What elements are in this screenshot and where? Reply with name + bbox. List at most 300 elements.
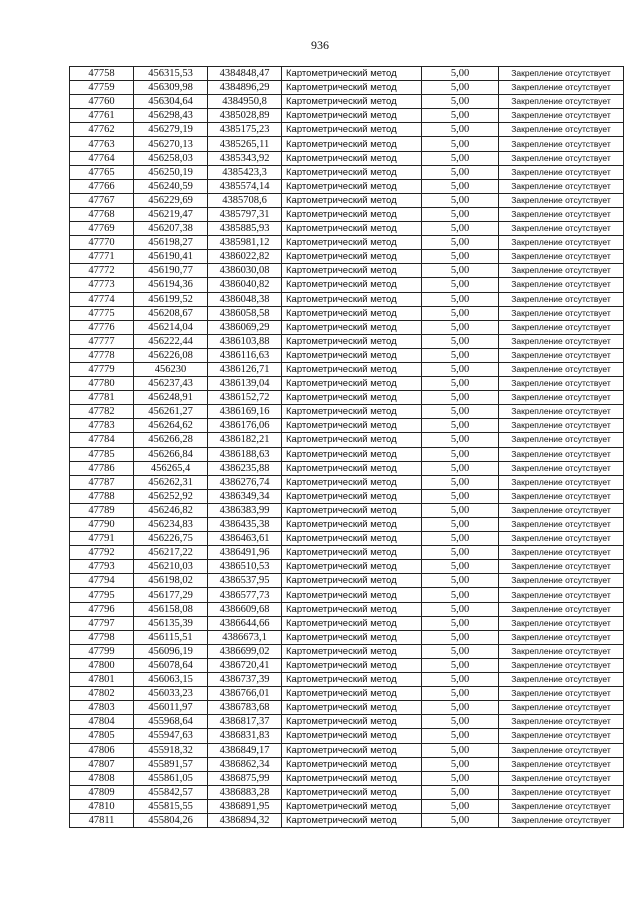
x-coordinate-cell: 455891,57 bbox=[134, 757, 208, 771]
fixation-note-cell: Закрепление отсутствует bbox=[499, 348, 624, 362]
point-number-cell: 47779 bbox=[70, 362, 134, 376]
point-number-cell: 47793 bbox=[70, 560, 134, 574]
method-cell: Картометрический метод bbox=[282, 419, 422, 433]
table-row bbox=[70, 701, 624, 715]
point-number-cell: 47784 bbox=[70, 433, 134, 447]
point-number-cell: 47799 bbox=[70, 644, 134, 658]
accuracy-cell: 5,00 bbox=[422, 207, 499, 221]
point-number-cell: 47791 bbox=[70, 532, 134, 546]
fixation-note-cell: Закрепление отсутствует bbox=[499, 461, 624, 475]
x-coordinate-cell: 456199,52 bbox=[134, 292, 208, 306]
method-cell: Картометрический метод bbox=[282, 193, 422, 207]
table-row bbox=[70, 405, 624, 419]
table-row bbox=[70, 179, 624, 193]
point-number-cell: 47811 bbox=[70, 813, 134, 827]
table-row bbox=[70, 503, 624, 517]
accuracy-cell: 5,00 bbox=[422, 785, 499, 799]
table-row bbox=[70, 362, 624, 376]
accuracy-cell: 5,00 bbox=[422, 222, 499, 236]
point-number-cell: 47794 bbox=[70, 574, 134, 588]
accuracy-cell: 5,00 bbox=[422, 362, 499, 376]
x-coordinate-cell: 455918,32 bbox=[134, 743, 208, 757]
y-coordinate-cell: 4386577,73 bbox=[208, 588, 282, 602]
y-coordinate-cell: 4386831,83 bbox=[208, 729, 282, 743]
fixation-note-cell: Закрепление отсутствует bbox=[499, 743, 624, 757]
fixation-note-cell: Закрепление отсутствует bbox=[499, 574, 624, 588]
table-row bbox=[70, 602, 624, 616]
accuracy-cell: 5,00 bbox=[422, 320, 499, 334]
table-row bbox=[70, 673, 624, 687]
accuracy-cell: 5,00 bbox=[422, 616, 499, 630]
table-row bbox=[70, 81, 624, 95]
y-coordinate-cell: 4386152,72 bbox=[208, 391, 282, 405]
method-cell: Картометрический метод bbox=[282, 616, 422, 630]
table-row bbox=[70, 348, 624, 362]
accuracy-cell: 5,00 bbox=[422, 264, 499, 278]
table-row bbox=[70, 518, 624, 532]
accuracy-cell: 5,00 bbox=[422, 799, 499, 813]
accuracy-cell: 5,00 bbox=[422, 673, 499, 687]
method-cell: Картометрический метод bbox=[282, 320, 422, 334]
table-row bbox=[70, 151, 624, 165]
table-row bbox=[70, 532, 624, 546]
point-number-cell: 47781 bbox=[70, 391, 134, 405]
fixation-note-cell: Закрепление отсутствует bbox=[499, 236, 624, 250]
fixation-note-cell: Закрепление отсутствует bbox=[499, 687, 624, 701]
x-coordinate-cell: 456265,4 bbox=[134, 461, 208, 475]
y-coordinate-cell: 4386491,96 bbox=[208, 546, 282, 560]
table-row bbox=[70, 236, 624, 250]
y-coordinate-cell: 4386720,41 bbox=[208, 658, 282, 672]
method-cell: Картометрический метод bbox=[282, 658, 422, 672]
point-number-cell: 47803 bbox=[70, 701, 134, 715]
accuracy-cell: 5,00 bbox=[422, 588, 499, 602]
y-coordinate-cell: 4386537,95 bbox=[208, 574, 282, 588]
method-cell: Картометрический метод bbox=[282, 588, 422, 602]
point-number-cell: 47764 bbox=[70, 151, 134, 165]
method-cell: Картометрический метод bbox=[282, 81, 422, 95]
y-coordinate-cell: 4385265,11 bbox=[208, 137, 282, 151]
method-cell: Картометрический метод bbox=[282, 151, 422, 165]
y-coordinate-cell: 4385885,93 bbox=[208, 222, 282, 236]
fixation-note-cell: Закрепление отсутствует bbox=[499, 109, 624, 123]
x-coordinate-cell: 456258,03 bbox=[134, 151, 208, 165]
fixation-note-cell: Закрепление отсутствует bbox=[499, 602, 624, 616]
y-coordinate-cell: 4386182,21 bbox=[208, 433, 282, 447]
y-coordinate-cell: 4385981,12 bbox=[208, 236, 282, 250]
x-coordinate-cell: 456158,08 bbox=[134, 602, 208, 616]
fixation-note-cell: Закрепление отсутствует bbox=[499, 320, 624, 334]
method-cell: Картометрический метод bbox=[282, 518, 422, 532]
x-coordinate-cell: 456226,75 bbox=[134, 532, 208, 546]
table-row bbox=[70, 67, 624, 81]
y-coordinate-cell: 4386644,66 bbox=[208, 616, 282, 630]
point-number-cell: 47780 bbox=[70, 377, 134, 391]
point-number-cell: 47760 bbox=[70, 95, 134, 109]
accuracy-cell: 5,00 bbox=[422, 179, 499, 193]
fixation-note-cell: Закрепление отсутствует bbox=[499, 165, 624, 179]
method-cell: Картометрический метод bbox=[282, 292, 422, 306]
fixation-note-cell: Закрепление отсутствует bbox=[499, 532, 624, 546]
accuracy-cell: 5,00 bbox=[422, 518, 499, 532]
y-coordinate-cell: 4386817,37 bbox=[208, 715, 282, 729]
coordinates-table-body bbox=[70, 67, 624, 828]
x-coordinate-cell: 456210,03 bbox=[134, 560, 208, 574]
table-row bbox=[70, 278, 624, 292]
fixation-note-cell: Закрепление отсутствует bbox=[499, 193, 624, 207]
method-cell: Картометрический метод bbox=[282, 250, 422, 264]
method-cell: Картометрический метод bbox=[282, 701, 422, 715]
table-row bbox=[70, 433, 624, 447]
fixation-note-cell: Закрепление отсутствует bbox=[499, 334, 624, 348]
y-coordinate-cell: 4386040,82 bbox=[208, 278, 282, 292]
accuracy-cell: 5,00 bbox=[422, 489, 499, 503]
method-cell: Картометрический метод bbox=[282, 785, 422, 799]
x-coordinate-cell: 456194,36 bbox=[134, 278, 208, 292]
accuracy-cell: 5,00 bbox=[422, 574, 499, 588]
x-coordinate-cell: 455815,55 bbox=[134, 799, 208, 813]
point-number-cell: 47765 bbox=[70, 165, 134, 179]
x-coordinate-cell: 456177,29 bbox=[134, 588, 208, 602]
method-cell: Картометрический метод bbox=[282, 278, 422, 292]
accuracy-cell: 5,00 bbox=[422, 137, 499, 151]
accuracy-cell: 5,00 bbox=[422, 532, 499, 546]
y-coordinate-cell: 4384950,8 bbox=[208, 95, 282, 109]
point-number-cell: 47762 bbox=[70, 123, 134, 137]
x-coordinate-cell: 456248,91 bbox=[134, 391, 208, 405]
accuracy-cell: 5,00 bbox=[422, 813, 499, 827]
table-row bbox=[70, 320, 624, 334]
accuracy-cell: 5,00 bbox=[422, 348, 499, 362]
table-row bbox=[70, 222, 624, 236]
point-number-cell: 47809 bbox=[70, 785, 134, 799]
table-row bbox=[70, 757, 624, 771]
point-number-cell: 47767 bbox=[70, 193, 134, 207]
fixation-note-cell: Закрепление отсутствует bbox=[499, 207, 624, 221]
y-coordinate-cell: 4386699,02 bbox=[208, 644, 282, 658]
accuracy-cell: 5,00 bbox=[422, 165, 499, 179]
table-row bbox=[70, 264, 624, 278]
method-cell: Картометрический метод bbox=[282, 377, 422, 391]
accuracy-cell: 5,00 bbox=[422, 419, 499, 433]
table-row bbox=[70, 461, 624, 475]
y-coordinate-cell: 4386766,01 bbox=[208, 687, 282, 701]
y-coordinate-cell: 4386022,82 bbox=[208, 250, 282, 264]
point-number-cell: 47790 bbox=[70, 518, 134, 532]
method-cell: Картометрический метод bbox=[282, 405, 422, 419]
point-number-cell: 47774 bbox=[70, 292, 134, 306]
point-number-cell: 47801 bbox=[70, 673, 134, 687]
x-coordinate-cell: 456250,19 bbox=[134, 165, 208, 179]
accuracy-cell: 5,00 bbox=[422, 546, 499, 560]
method-cell: Картометрический метод bbox=[282, 236, 422, 250]
x-coordinate-cell: 456190,77 bbox=[134, 264, 208, 278]
point-number-cell: 47796 bbox=[70, 602, 134, 616]
table-row bbox=[70, 616, 624, 630]
method-cell: Картометрический метод bbox=[282, 306, 422, 320]
method-cell: Картометрический метод bbox=[282, 560, 422, 574]
table-row bbox=[70, 644, 624, 658]
table-row bbox=[70, 250, 624, 264]
accuracy-cell: 5,00 bbox=[422, 475, 499, 489]
table-row bbox=[70, 489, 624, 503]
point-number-cell: 47788 bbox=[70, 489, 134, 503]
y-coordinate-cell: 4386737,39 bbox=[208, 673, 282, 687]
accuracy-cell: 5,00 bbox=[422, 757, 499, 771]
x-coordinate-cell: 456246,82 bbox=[134, 503, 208, 517]
method-cell: Картометрический метод bbox=[282, 503, 422, 517]
point-number-cell: 47804 bbox=[70, 715, 134, 729]
x-coordinate-cell: 456115,51 bbox=[134, 630, 208, 644]
x-coordinate-cell: 456207,38 bbox=[134, 222, 208, 236]
method-cell: Картометрический метод bbox=[282, 644, 422, 658]
y-coordinate-cell: 4386126,71 bbox=[208, 362, 282, 376]
point-number-cell: 47778 bbox=[70, 348, 134, 362]
y-coordinate-cell: 4386875,99 bbox=[208, 771, 282, 785]
accuracy-cell: 5,00 bbox=[422, 391, 499, 405]
point-number-cell: 47777 bbox=[70, 334, 134, 348]
fixation-note-cell: Закрепление отсутствует bbox=[499, 377, 624, 391]
point-number-cell: 47797 bbox=[70, 616, 134, 630]
accuracy-cell: 5,00 bbox=[422, 560, 499, 574]
fixation-note-cell: Закрепление отсутствует bbox=[499, 292, 624, 306]
accuracy-cell: 5,00 bbox=[422, 701, 499, 715]
fixation-note-cell: Закрепление отсутствует bbox=[499, 419, 624, 433]
y-coordinate-cell: 4386030,08 bbox=[208, 264, 282, 278]
table-row bbox=[70, 771, 624, 785]
table-row bbox=[70, 715, 624, 729]
fixation-note-cell: Закрепление отсутствует bbox=[499, 785, 624, 799]
accuracy-cell: 5,00 bbox=[422, 250, 499, 264]
point-number-cell: 47806 bbox=[70, 743, 134, 757]
table-row bbox=[70, 109, 624, 123]
y-coordinate-cell: 4386349,34 bbox=[208, 489, 282, 503]
fixation-note-cell: Закрепление отсутствует bbox=[499, 546, 624, 560]
method-cell: Картометрический метод bbox=[282, 673, 422, 687]
method-cell: Картометрический метод bbox=[282, 207, 422, 221]
method-cell: Картометрический метод bbox=[282, 574, 422, 588]
method-cell: Картометрический метод bbox=[282, 630, 422, 644]
fixation-note-cell: Закрепление отсутствует bbox=[499, 475, 624, 489]
y-coordinate-cell: 4385423,3 bbox=[208, 165, 282, 179]
fixation-note-cell: Закрепление отсутствует bbox=[499, 503, 624, 517]
method-cell: Картометрический метод bbox=[282, 67, 422, 81]
point-number-cell: 47785 bbox=[70, 447, 134, 461]
point-number-cell: 47800 bbox=[70, 658, 134, 672]
x-coordinate-cell: 456096,19 bbox=[134, 644, 208, 658]
fixation-note-cell: Закрепление отсутствует bbox=[499, 729, 624, 743]
table-row bbox=[70, 419, 624, 433]
fixation-note-cell: Закрепление отсутствует bbox=[499, 518, 624, 532]
method-cell: Картометрический метод bbox=[282, 757, 422, 771]
method-cell: Картометрический метод bbox=[282, 771, 422, 785]
fixation-note-cell: Закрепление отсутствует bbox=[499, 222, 624, 236]
table-row bbox=[70, 207, 624, 221]
fixation-note-cell: Закрепление отсутствует bbox=[499, 630, 624, 644]
y-coordinate-cell: 4386103,88 bbox=[208, 334, 282, 348]
x-coordinate-cell: 455804,26 bbox=[134, 813, 208, 827]
table-row bbox=[70, 560, 624, 574]
y-coordinate-cell: 4385175,23 bbox=[208, 123, 282, 137]
y-coordinate-cell: 4384848,47 bbox=[208, 67, 282, 81]
accuracy-cell: 5,00 bbox=[422, 503, 499, 517]
y-coordinate-cell: 4386116,63 bbox=[208, 348, 282, 362]
x-coordinate-cell: 456217,22 bbox=[134, 546, 208, 560]
x-coordinate-cell: 456237,43 bbox=[134, 377, 208, 391]
accuracy-cell: 5,00 bbox=[422, 151, 499, 165]
accuracy-cell: 5,00 bbox=[422, 630, 499, 644]
accuracy-cell: 5,00 bbox=[422, 278, 499, 292]
method-cell: Картометрический метод bbox=[282, 813, 422, 827]
y-coordinate-cell: 4386783,68 bbox=[208, 701, 282, 715]
table-row bbox=[70, 687, 624, 701]
x-coordinate-cell: 456266,84 bbox=[134, 447, 208, 461]
x-coordinate-cell: 455947,63 bbox=[134, 729, 208, 743]
fixation-note-cell: Закрепление отсутствует bbox=[499, 179, 624, 193]
fixation-note-cell: Закрепление отсутствует bbox=[499, 391, 624, 405]
accuracy-cell: 5,00 bbox=[422, 405, 499, 419]
method-cell: Картометрический метод bbox=[282, 334, 422, 348]
accuracy-cell: 5,00 bbox=[422, 95, 499, 109]
y-coordinate-cell: 4386169,16 bbox=[208, 405, 282, 419]
x-coordinate-cell: 456270,13 bbox=[134, 137, 208, 151]
point-number-cell: 47758 bbox=[70, 67, 134, 81]
point-number-cell: 47802 bbox=[70, 687, 134, 701]
x-coordinate-cell: 456264,62 bbox=[134, 419, 208, 433]
method-cell: Картометрический метод bbox=[282, 348, 422, 362]
point-number-cell: 47798 bbox=[70, 630, 134, 644]
x-coordinate-cell: 456261,27 bbox=[134, 405, 208, 419]
point-number-cell: 47770 bbox=[70, 236, 134, 250]
table-row bbox=[70, 785, 624, 799]
accuracy-cell: 5,00 bbox=[422, 715, 499, 729]
table-row bbox=[70, 588, 624, 602]
x-coordinate-cell: 455968,64 bbox=[134, 715, 208, 729]
y-coordinate-cell: 4386276,74 bbox=[208, 475, 282, 489]
x-coordinate-cell: 456208,67 bbox=[134, 306, 208, 320]
accuracy-cell: 5,00 bbox=[422, 644, 499, 658]
table-row bbox=[70, 123, 624, 137]
method-cell: Картометрический метод bbox=[282, 222, 422, 236]
x-coordinate-cell: 455842,57 bbox=[134, 785, 208, 799]
point-number-cell: 47768 bbox=[70, 207, 134, 221]
method-cell: Картометрический метод bbox=[282, 546, 422, 560]
y-coordinate-cell: 4386891,95 bbox=[208, 799, 282, 813]
fixation-note-cell: Закрепление отсутствует bbox=[499, 123, 624, 137]
method-cell: Картометрический метод bbox=[282, 95, 422, 109]
accuracy-cell: 5,00 bbox=[422, 602, 499, 616]
y-coordinate-cell: 4386849,17 bbox=[208, 743, 282, 757]
fixation-note-cell: Закрепление отсутствует bbox=[499, 560, 624, 574]
fixation-note-cell: Закрепление отсутствует bbox=[499, 715, 624, 729]
fixation-note-cell: Закрепление отсутствует bbox=[499, 588, 624, 602]
y-coordinate-cell: 4386069,29 bbox=[208, 320, 282, 334]
point-number-cell: 47795 bbox=[70, 588, 134, 602]
table-row bbox=[70, 165, 624, 179]
fixation-note-cell: Закрепление отсутствует bbox=[499, 771, 624, 785]
fixation-note-cell: Закрепление отсутствует bbox=[499, 813, 624, 827]
y-coordinate-cell: 4386883,28 bbox=[208, 785, 282, 799]
method-cell: Картометрический метод bbox=[282, 433, 422, 447]
method-cell: Картометрический метод bbox=[282, 475, 422, 489]
y-coordinate-cell: 4385028,89 bbox=[208, 109, 282, 123]
y-coordinate-cell: 4386176,06 bbox=[208, 419, 282, 433]
coordinates-table bbox=[69, 66, 624, 828]
y-coordinate-cell: 4386894,32 bbox=[208, 813, 282, 827]
x-coordinate-cell: 456309,98 bbox=[134, 81, 208, 95]
method-cell: Картометрический метод bbox=[282, 137, 422, 151]
x-coordinate-cell: 456219,47 bbox=[134, 207, 208, 221]
point-number-cell: 47807 bbox=[70, 757, 134, 771]
fixation-note-cell: Закрепление отсутствует bbox=[499, 701, 624, 715]
fixation-note-cell: Закрепление отсутствует bbox=[499, 250, 624, 264]
x-coordinate-cell: 456304,64 bbox=[134, 95, 208, 109]
y-coordinate-cell: 4386235,88 bbox=[208, 461, 282, 475]
method-cell: Картометрический метод bbox=[282, 109, 422, 123]
x-coordinate-cell: 456222,44 bbox=[134, 334, 208, 348]
point-number-cell: 47773 bbox=[70, 278, 134, 292]
point-number-cell: 47792 bbox=[70, 546, 134, 560]
fixation-note-cell: Закрепление отсутствует bbox=[499, 799, 624, 813]
method-cell: Картометрический метод bbox=[282, 687, 422, 701]
fixation-note-cell: Закрепление отсутствует bbox=[499, 362, 624, 376]
accuracy-cell: 5,00 bbox=[422, 334, 499, 348]
point-number-cell: 47759 bbox=[70, 81, 134, 95]
table-row bbox=[70, 377, 624, 391]
accuracy-cell: 5,00 bbox=[422, 67, 499, 81]
y-coordinate-cell: 4386383,99 bbox=[208, 503, 282, 517]
point-number-cell: 47789 bbox=[70, 503, 134, 517]
x-coordinate-cell: 456230 bbox=[134, 362, 208, 376]
fixation-note-cell: Закрепление отсутствует bbox=[499, 405, 624, 419]
x-coordinate-cell: 456198,27 bbox=[134, 236, 208, 250]
fixation-note-cell: Закрепление отсутствует bbox=[499, 137, 624, 151]
y-coordinate-cell: 4386058,58 bbox=[208, 306, 282, 320]
accuracy-cell: 5,00 bbox=[422, 306, 499, 320]
x-coordinate-cell: 456240,59 bbox=[134, 179, 208, 193]
method-cell: Картометрический метод bbox=[282, 179, 422, 193]
method-cell: Картометрический метод bbox=[282, 362, 422, 376]
fixation-note-cell: Закрепление отсутствует bbox=[499, 81, 624, 95]
x-coordinate-cell: 456252,92 bbox=[134, 489, 208, 503]
fixation-note-cell: Закрепление отсутствует bbox=[499, 658, 624, 672]
method-cell: Картометрический метод bbox=[282, 715, 422, 729]
accuracy-cell: 5,00 bbox=[422, 658, 499, 672]
fixation-note-cell: Закрепление отсутствует bbox=[499, 757, 624, 771]
fixation-note-cell: Закрепление отсутствует bbox=[499, 278, 624, 292]
method-cell: Картометрический метод bbox=[282, 799, 422, 813]
point-number-cell: 47808 bbox=[70, 771, 134, 785]
method-cell: Картометрический метод bbox=[282, 165, 422, 179]
y-coordinate-cell: 4384896,29 bbox=[208, 81, 282, 95]
point-number-cell: 47810 bbox=[70, 799, 134, 813]
accuracy-cell: 5,00 bbox=[422, 687, 499, 701]
table-row bbox=[70, 334, 624, 348]
fixation-note-cell: Закрепление отсутствует bbox=[499, 95, 624, 109]
y-coordinate-cell: 4386862,34 bbox=[208, 757, 282, 771]
table-row bbox=[70, 391, 624, 405]
y-coordinate-cell: 4386673,1 bbox=[208, 630, 282, 644]
table-row bbox=[70, 630, 624, 644]
method-cell: Картометрический метод bbox=[282, 743, 422, 757]
table-row bbox=[70, 475, 624, 489]
table-row bbox=[70, 658, 624, 672]
method-cell: Картометрический метод bbox=[282, 489, 422, 503]
method-cell: Картометрический метод bbox=[282, 123, 422, 137]
method-cell: Картометрический метод bbox=[282, 729, 422, 743]
x-coordinate-cell: 456078,64 bbox=[134, 658, 208, 672]
y-coordinate-cell: 4385343,92 bbox=[208, 151, 282, 165]
